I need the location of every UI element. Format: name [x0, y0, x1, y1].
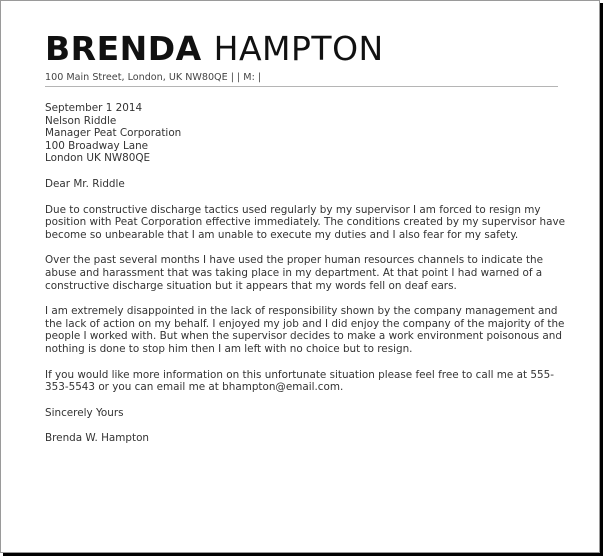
sender-first-name: BRENDA: [45, 29, 202, 68]
recipient-title: Manager Peat Corporation: [45, 127, 182, 140]
body-paragraph-4: If you would like more information on this unfortunate situation please feel free to call me at 555-353-5543 or you can email me at bhampton@email.com.: [45, 368, 554, 394]
closing: Sincerely Yours: [45, 406, 124, 419]
letter-date: September 1 2014: [45, 102, 143, 114]
body-paragraph-2: Over the past several months I have used the proper human resources channels to indicate the abuse and harassment that was taking place in my department. At that point I had warned of a constructive discharge situation but it appears that my words fell on deaf ears.: [45, 254, 544, 292]
signature-name: Brenda W. Hampton: [45, 432, 150, 445]
recipient-name: Nelson Riddle: [45, 114, 117, 127]
recipient-address-block: [45, 102, 565, 165]
sender-name-heading: [45, 31, 565, 67]
body-paragraph-3: I am extremely disappointed in the lack of responsibility shown by the company management and the lack of action on my behalf. I enjoyed my job and I did enjoy the company of the majority of the people I worked with. But when the supervisor decides to make a work environment poisonous and nothing is done to stop him then I am left with no choice but to resign.: [45, 305, 565, 355]
recipient-street: 100 Broadway Lane: [45, 139, 149, 152]
letter-content: [45, 31, 565, 445]
sender-last-name: HAMPTON: [213, 29, 384, 68]
recipient-city: London UK NW80QE: [45, 152, 151, 165]
body-paragraph-1: Due to constructive discharge tactics used regularly by my supervisor I am forced to resign my position with Peat Corporation effective immediately. The conditions created by my supervisor have become so unbearable that I am unable to execute my duties and I also fear for my safety.: [45, 203, 566, 241]
salutation: Dear Mr. Riddle: [45, 177, 125, 190]
sender-contact-line: 100 Main Street, London, UK NW80QE | | M: |: [45, 72, 558, 87]
